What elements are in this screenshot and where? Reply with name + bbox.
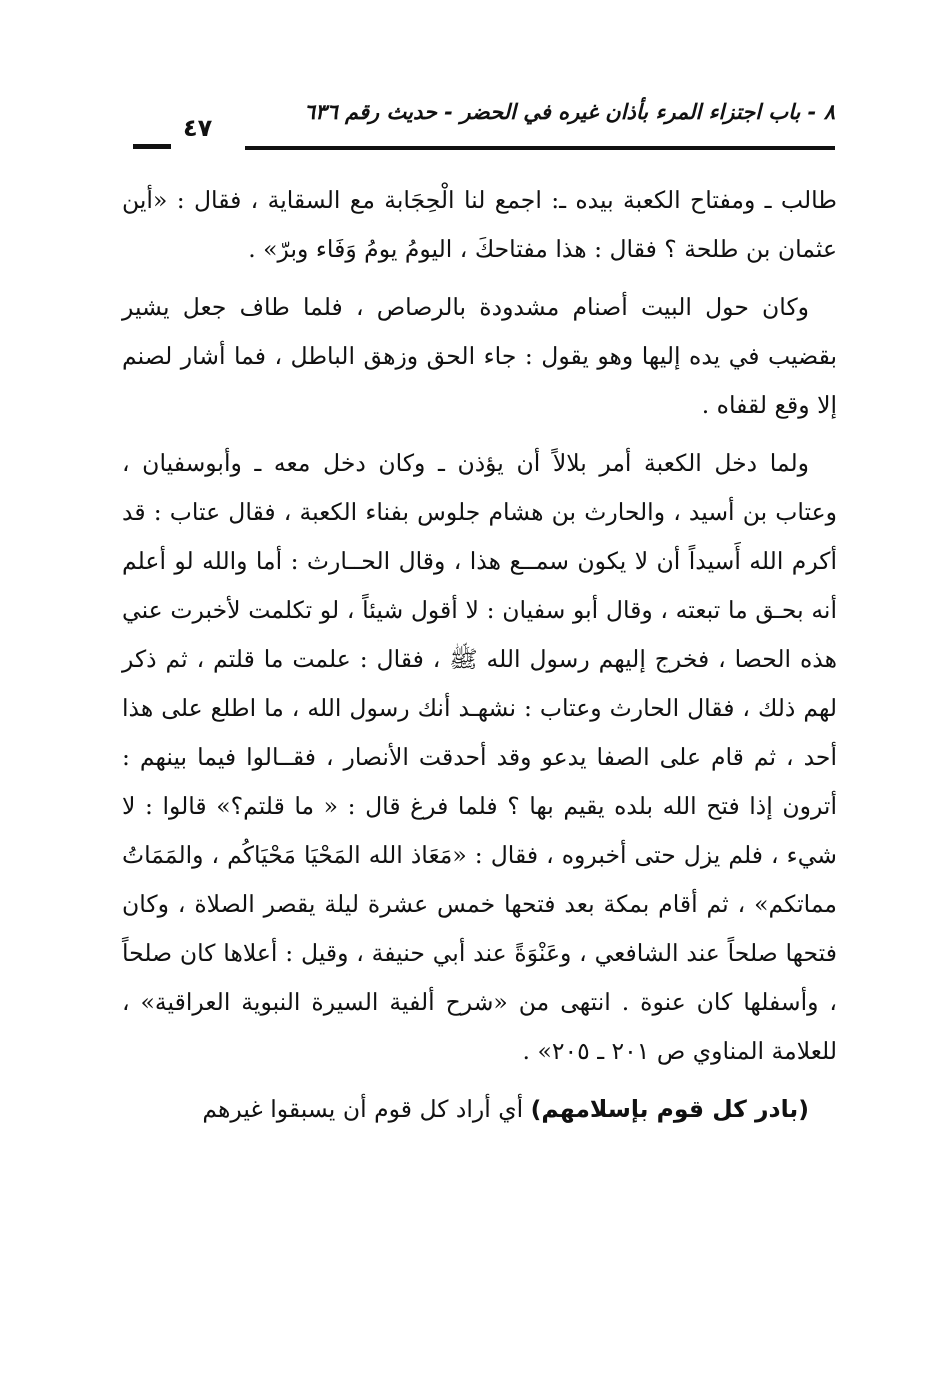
paragraph-3: ولما دخل الكعبة أمر بلالاً أن يؤذن ـ وكان دخل معه ـ وأبوسفيان ، وعتاب بن أسيد ، والحارث بن هشام جلوس بفناء الكعبة ، فقال عتاب : قد أكرم الله أَسيداً أن لا يكون سمــع هذا ، وقال الحــارث : أما والله لو أعلم أنه بحـق ما تبعته ، وقال أبو سفيان : لا أقول شيئاً ، لو تكلمت لأخبرت عني هذه الحصا ، فخرج إليهم رسول الله ﷺ ، فقال : علمت ما قلتم ، ثم ذكر لهم ذلك ، فقال الحارث وعتاب : نشهـد أنك رسول الله ، ما اطلع على هذا أحد ، ثم قام على الصفا يدعو وقد أحدقت الأنصار ، فقــالوا فيما بينهم : أترون إذا فتح الله بلده يقيم بها ؟ فلما فرغ قال : « ما قلتم؟» قالوا : لا شيء ، فلم يزل حتى أخبروه ، فقال : «مَعَاذ الله المَحْيَا مَحْيَاكُم ، والمَمَاتُ مماتكم» ، ثم أقام بمكة بعد فتحها خمس عشرة ليلة يقصر الصلاة ، وكان فتحها صلحاً عند الشافعي ، وعَنْوَةً عند أبي حنيفة ، وقيل : أعلاها كان صلحاً ، وأسفلها كان عنوة . انتهى من «شرح ألفية السيرة النبوية العراقية» ، للعلامة المناوي ص ٢٠١ ـ ٢٠٥» . — [122, 449, 837, 1065]
paragraph-1: طالب ـ ومفتاح الكعبة بيده ـ: اجمع لنا الْحِجَابة مع السقاية ، فقال : «أين عثمان بن طلحة ؟ فقال : هذا مفتاحكَ ، اليومُ يومُ وَفَاء وبرّ» . — [122, 186, 837, 263]
header-rule — [245, 146, 835, 150]
paragraph-2: وكان حول البيت أصنام مشدودة بالرصاص ، فلما طاف جعل يشير بقضيب في يده إليها وهو يقول : جاء الحق وزهق الباطل ، فما أشار لصنم إلا وقع لقفاه . — [122, 293, 837, 419]
page-number-dash — [133, 144, 171, 149]
running-header — [125, 100, 835, 160]
paragraph-4-text: أي أراد كل قوم أن يسبقوا غيرهم — [202, 1095, 531, 1123]
bold-phrase: (بادر كل قوم بإسلامهم) — [530, 1095, 809, 1123]
paragraph-4 — [122, 1085, 837, 1134]
body-text — [122, 176, 837, 1143]
header-title: ٨ - باب اجتزاء المرء بأذان غيره في الحضر - حديث رقم ٦٣٦ — [303, 100, 835, 124]
page-number: ٤٧ — [183, 114, 213, 142]
